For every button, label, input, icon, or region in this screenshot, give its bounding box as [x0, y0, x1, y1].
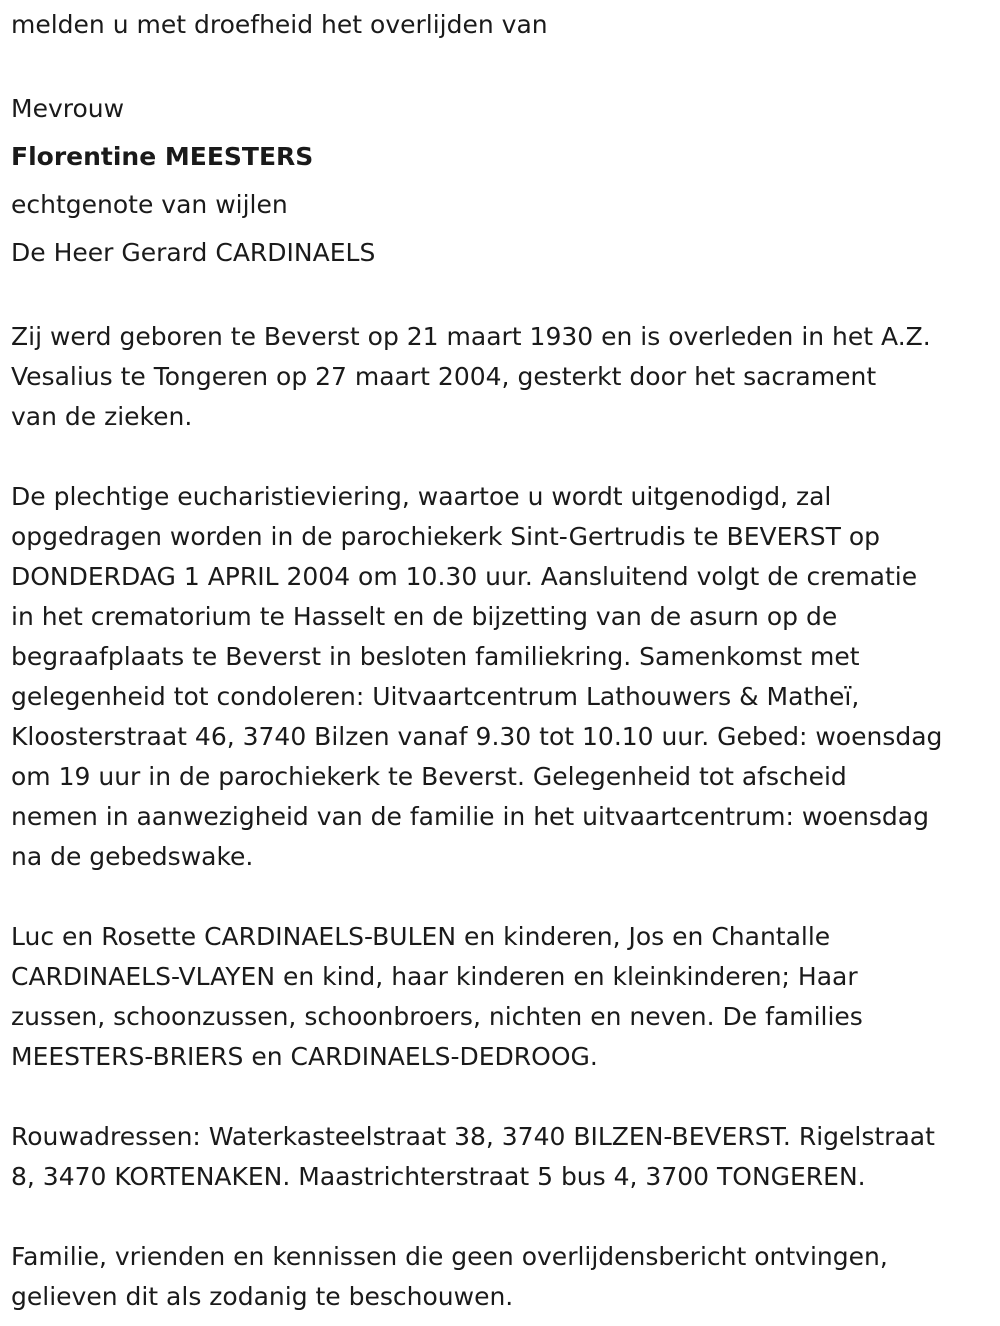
- paragraph-line: nemen in aanwezigheid van de familie in het uitvaartcentrum: woensdag: [11, 802, 929, 831]
- spacer: [11, 1197, 991, 1237]
- spacer: [11, 437, 991, 477]
- paragraph-line: De plechtige eucharistieviering, waartoe u wordt uitgenodigd, zal: [11, 482, 832, 511]
- paragraph-line: van de zieken.: [11, 402, 193, 431]
- deceased-title: Mevrouw: [11, 94, 125, 123]
- paragraph-line: zussen, schoonzussen, schoonbroers, nichten en neven. De families: [11, 1002, 863, 1031]
- paragraph-line: Luc en Rosette CARDINAELS-BULEN en kinderen, Jos en Chantalle: [11, 922, 831, 951]
- paragraph-line: begraafplaats te Beverst in besloten familiekring. Samenkomst met: [11, 642, 860, 671]
- obituary-notice: [11, 5, 991, 1317]
- spacer: [11, 277, 991, 317]
- deceased-spouse: De Heer Gerard CARDINAELS: [11, 238, 376, 267]
- intro-text: melden u met droefheid het overlijden van: [11, 10, 548, 39]
- paragraph-line: Rouwadressen: Waterkasteelstraat 38, 3740 BILZEN-BEVERST. Rigelstraat: [11, 1122, 935, 1151]
- paragraph-line: gelieven dit als zodanig te beschouwen.: [11, 1282, 514, 1311]
- paragraph-line: Vesalius te Tongeren op 27 maart 2004, gesterkt door het sacrament: [11, 362, 877, 391]
- paragraph-line: Familie, vrienden en kennissen die geen overlijdensbericht ontvingen,: [11, 1242, 888, 1271]
- closing-paragraph: [11, 1237, 991, 1317]
- paragraph-line: MEESTERS-BRIERS en CARDINAELS-DEDROOG.: [11, 1042, 598, 1071]
- ceremony-paragraph: [11, 477, 991, 877]
- paragraph-line: na de gebedswake.: [11, 842, 254, 871]
- spacer: [11, 45, 991, 85]
- deceased-name: Florentine MEESTERS: [11, 142, 314, 171]
- paragraph-line: DONDERDAG 1 APRIL 2004 om 10.30 uur. Aansluitend volgt de crematie: [11, 562, 918, 591]
- paragraph-line: CARDINAELS-VLAYEN en kind, haar kinderen en kleinkinderen; Haar: [11, 962, 858, 991]
- spacer: [11, 1077, 991, 1117]
- paragraph-line: Kloosterstraat 46, 3740 Bilzen vanaf 9.30 tot 10.10 uur. Gebed: woensdag: [11, 722, 943, 751]
- paragraph-line: om 19 uur in de parochiekerk te Beverst. Gelegenheid tot afscheid: [11, 762, 847, 791]
- paragraph-line: 8, 3470 KORTENAKEN. Maastrichterstraat 5 bus 4, 3700 TONGEREN.: [11, 1162, 866, 1191]
- addresses-paragraph: [11, 1117, 991, 1197]
- paragraph-line: gelegenheid tot condoleren: Uitvaartcentrum Lathouwers & Matheï,: [11, 682, 860, 711]
- birth-death-paragraph: [11, 317, 991, 437]
- paragraph-line: Zij werd geboren te Beverst op 21 maart 1930 en is overleden in het A.Z.: [11, 322, 931, 351]
- paragraph-line: opgedragen worden in de parochiekerk Sint-Gertrudis te BEVERST op: [11, 522, 881, 551]
- deceased-relation: echtgenote van wijlen: [11, 190, 288, 219]
- spacer: [11, 877, 991, 917]
- paragraph-line: in het crematorium te Hasselt en de bijzetting van de asurn op de: [11, 602, 838, 631]
- family-paragraph: [11, 917, 991, 1077]
